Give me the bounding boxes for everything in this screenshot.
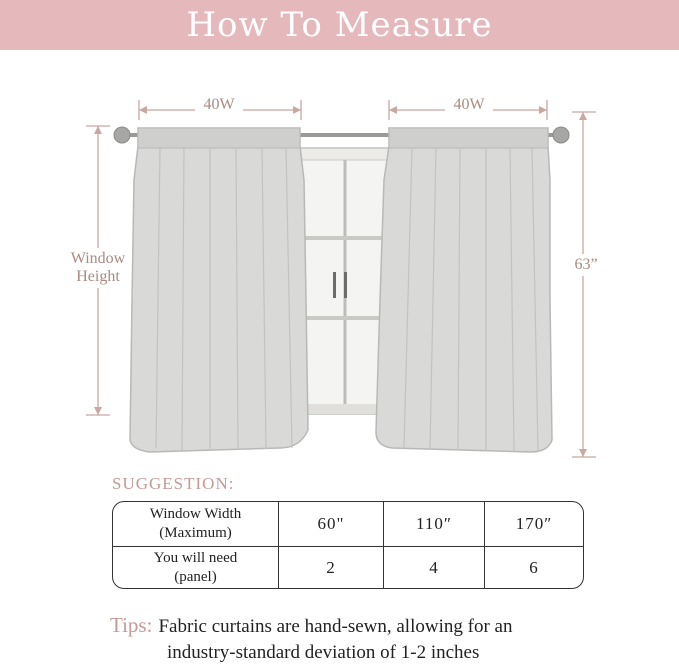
left-curtain-panel: [130, 128, 308, 452]
window-handle-left-icon: [333, 272, 336, 298]
table-cell: 110″: [384, 502, 485, 547]
suggestion-heading: SUGGESTION:: [112, 474, 235, 493]
table-row: [113, 547, 583, 588]
row-label: [113, 547, 279, 588]
row-label-line2: (panel): [174, 568, 217, 585]
window-handle-right-icon: [344, 272, 347, 298]
window-height-label: [56, 250, 140, 286]
right-width-label: 40W: [453, 96, 485, 113]
window-height-line2: Height: [76, 268, 120, 285]
tips-line2: industry-standard deviation of 1-2 inches: [167, 642, 480, 663]
page-title: How To Measure: [186, 5, 493, 45]
row-label-line1: Window Width: [149, 506, 242, 522]
table-cell: 6: [529, 557, 539, 577]
right-curtain-panel: [376, 128, 552, 452]
table-cell: 4: [384, 547, 485, 588]
row-label: [113, 502, 279, 547]
table-cell: 170″: [485, 502, 583, 547]
tips-line1: Fabric curtains are hand-sewn, allowing for an: [158, 616, 513, 637]
suggestion-table: [112, 501, 584, 589]
rod-finial-right-icon: [553, 127, 569, 143]
left-width-label: 40W: [203, 96, 235, 113]
window-height-line1: Window: [70, 250, 126, 267]
tips-note: [110, 612, 670, 666]
table-cell: 2: [279, 547, 384, 588]
header-banner: [0, 0, 679, 50]
tips-label: Tips:: [110, 613, 153, 637]
table-cell: 60": [279, 502, 384, 547]
table-row: [113, 502, 583, 547]
rod-finial-left-icon: [114, 127, 130, 143]
row-label-line1: You will need: [153, 549, 238, 566]
curtain-length-label: 63”: [574, 256, 598, 273]
row-label-line2: (Maximum): [159, 525, 232, 541]
